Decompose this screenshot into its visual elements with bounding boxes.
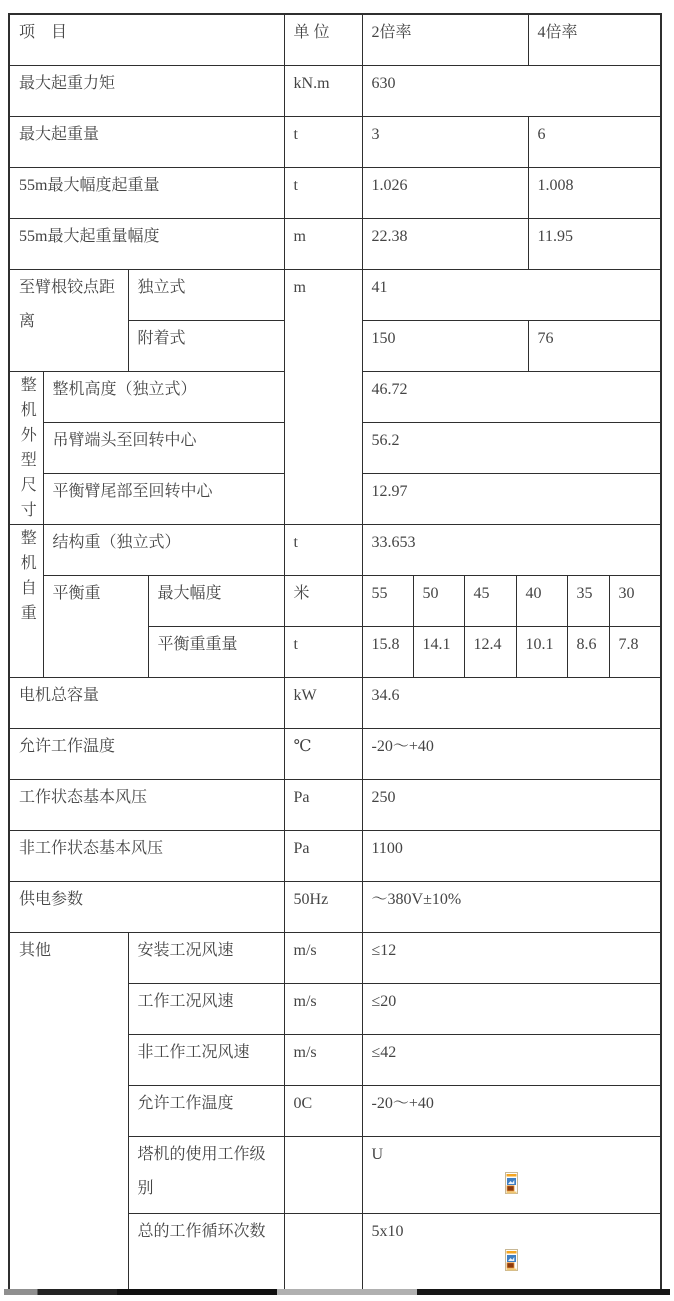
label-temp: 允许工作温度 [9, 728, 284, 779]
grade-icon-line [505, 1172, 657, 1196]
label-hinge-standalone: 独立式 [128, 269, 284, 320]
label-ballast-radius: 最大幅度 [148, 575, 284, 626]
unit-motor: kW [284, 677, 362, 728]
unit-other-temp: 0C [284, 1085, 362, 1136]
label-other-nonworking: 非工作工况风速 [128, 1034, 284, 1085]
broken-image-icon [505, 1249, 518, 1271]
row-max-moment [9, 65, 661, 116]
value-radius-55m-4x: 11.95 [528, 218, 661, 269]
header-unit: 单 位 [284, 14, 362, 65]
cycles-value-text: 5x10 [371, 1222, 404, 1240]
value-ballast-radius-35: 35 [567, 575, 609, 626]
value-ballast-radius-45: 45 [464, 575, 516, 626]
label-ballast-group: 平衡重 [43, 575, 148, 677]
unit-other-install: m/s [284, 932, 362, 983]
value-max-load-2x: 3 [362, 116, 528, 167]
label-power: 供电参数 [9, 881, 284, 932]
header-row [9, 14, 661, 65]
row-wind-working [9, 779, 661, 830]
label-hinge-attached: 附着式 [128, 320, 284, 371]
header-rate2: 2倍率 [362, 14, 528, 65]
value-other-nonworking: ≤42 [362, 1034, 661, 1085]
row-wind-nonworking [9, 830, 661, 881]
value-max-moment: 630 [362, 65, 661, 116]
value-ballast-radius-30: 30 [609, 575, 661, 626]
value-ballast-mass-55: 15.8 [362, 626, 413, 677]
value-ballast-mass-45: 12.4 [464, 626, 516, 677]
broken-image-icon [505, 1172, 518, 1194]
value-dims-tail: 12.97 [362, 473, 661, 524]
value-load-55m-2x: 1.026 [362, 167, 528, 218]
unit-max-load: t [284, 116, 362, 167]
unit-ballast-radius: 米 [284, 575, 362, 626]
row-other-install [9, 932, 661, 983]
label-dims-tail: 平衡臂尾部至回转中心 [43, 473, 284, 524]
value-max-load-4x: 6 [528, 116, 661, 167]
value-ballast-mass-50: 14.1 [413, 626, 464, 677]
value-ballast-mass-30: 7.8 [609, 626, 661, 677]
unit-wind-working: Pa [284, 779, 362, 830]
row-radius-55m [9, 218, 661, 269]
label-max-load: 最大起重量 [9, 116, 284, 167]
label-wind-nonworking: 非工作状态基本风压 [9, 830, 284, 881]
value-temp: -20～+40 [362, 728, 661, 779]
specification-table [8, 13, 662, 1291]
unit-temp: ℃ [284, 728, 362, 779]
label-load-55m: 55m最大幅度起重量 [9, 167, 284, 218]
value-hinge-standalone: 41 [362, 269, 661, 320]
value-ballast-mass-35: 8.6 [567, 626, 609, 677]
value-ballast-radius-50: 50 [413, 575, 464, 626]
value-ballast-radius-40: 40 [516, 575, 567, 626]
value-wind-nonworking: 1100 [362, 830, 661, 881]
label-dims-jib: 吊臂端头至回转中心 [43, 422, 284, 473]
label-other-temp: 允许工作温度 [128, 1085, 284, 1136]
unit-load-55m: t [284, 167, 362, 218]
label-other-grade: 塔机的使用工作级别 [128, 1136, 284, 1213]
row-hinge-standalone [9, 269, 661, 320]
unit-other-working: m/s [284, 983, 362, 1034]
unit-other-cycles [284, 1213, 362, 1290]
label-max-moment: 最大起重力矩 [9, 65, 284, 116]
row-power [9, 881, 661, 932]
label-dims-group: 整机外型尺寸 [9, 371, 43, 524]
label-other-group: 其他 [9, 932, 128, 1290]
value-other-temp: -20～+40 [362, 1085, 661, 1136]
value-radius-55m-2x: 22.38 [362, 218, 528, 269]
label-dims-height: 整机高度（独立式） [43, 371, 284, 422]
label-motor: 电机总容量 [9, 677, 284, 728]
label-other-install: 安装工况风速 [128, 932, 284, 983]
value-other-working: ≤20 [362, 983, 661, 1034]
unit-weight-structure: t [284, 524, 362, 575]
value-ballast-radius-55: 55 [362, 575, 413, 626]
label-other-working: 工作工况风速 [128, 983, 284, 1034]
row-weight-structure [9, 524, 661, 575]
value-hinge-attached-4x: 76 [528, 320, 661, 371]
value-load-55m-4x: 1.008 [528, 167, 661, 218]
header-item: 项 目 [9, 14, 284, 65]
value-other-grade [362, 1136, 661, 1213]
label-weight-structure: 结构重（独立式） [43, 524, 284, 575]
label-hinge-group: 至臂根铰点距离 [9, 269, 128, 371]
value-motor: 34.6 [362, 677, 661, 728]
row-max-load [9, 116, 661, 167]
value-ballast-mass-40: 10.1 [516, 626, 567, 677]
unit-other-grade [284, 1136, 362, 1213]
grade-value-text: U [371, 1145, 384, 1163]
table-bottom-thick-border [4, 1289, 670, 1295]
label-wind-working: 工作状态基本风压 [9, 779, 284, 830]
unit-max-moment: kN.m [284, 65, 362, 116]
unit-wind-nonworking: Pa [284, 830, 362, 881]
value-other-cycles [362, 1213, 661, 1290]
unit-other-nonworking: m/s [284, 1034, 362, 1085]
row-load-55m [9, 167, 661, 218]
value-dims-jib: 56.2 [362, 422, 661, 473]
row-ballast-radius [9, 575, 661, 626]
unit-power: 50Hz [284, 881, 362, 932]
label-ballast-mass: 平衡重重量 [148, 626, 284, 677]
label-radius-55m: 55m最大起重量幅度 [9, 218, 284, 269]
unit-hinge-dims: m [284, 269, 362, 524]
unit-radius-55m: m [284, 218, 362, 269]
label-weight-group: 整机自重 [9, 524, 43, 677]
row-motor [9, 677, 661, 728]
value-dims-height: 46.72 [362, 371, 661, 422]
row-temp [9, 728, 661, 779]
label-other-cycles: 总的工作循环次数 [128, 1213, 284, 1290]
value-hinge-attached-2x: 150 [362, 320, 528, 371]
header-rate4: 4倍率 [528, 14, 661, 65]
cycles-icon-line [505, 1249, 657, 1273]
value-weight-structure: 33.653 [362, 524, 661, 575]
unit-ballast-mass: t [284, 626, 362, 677]
value-wind-working: 250 [362, 779, 661, 830]
value-power: ～380V±10% [362, 881, 661, 932]
value-other-install: ≤12 [362, 932, 661, 983]
